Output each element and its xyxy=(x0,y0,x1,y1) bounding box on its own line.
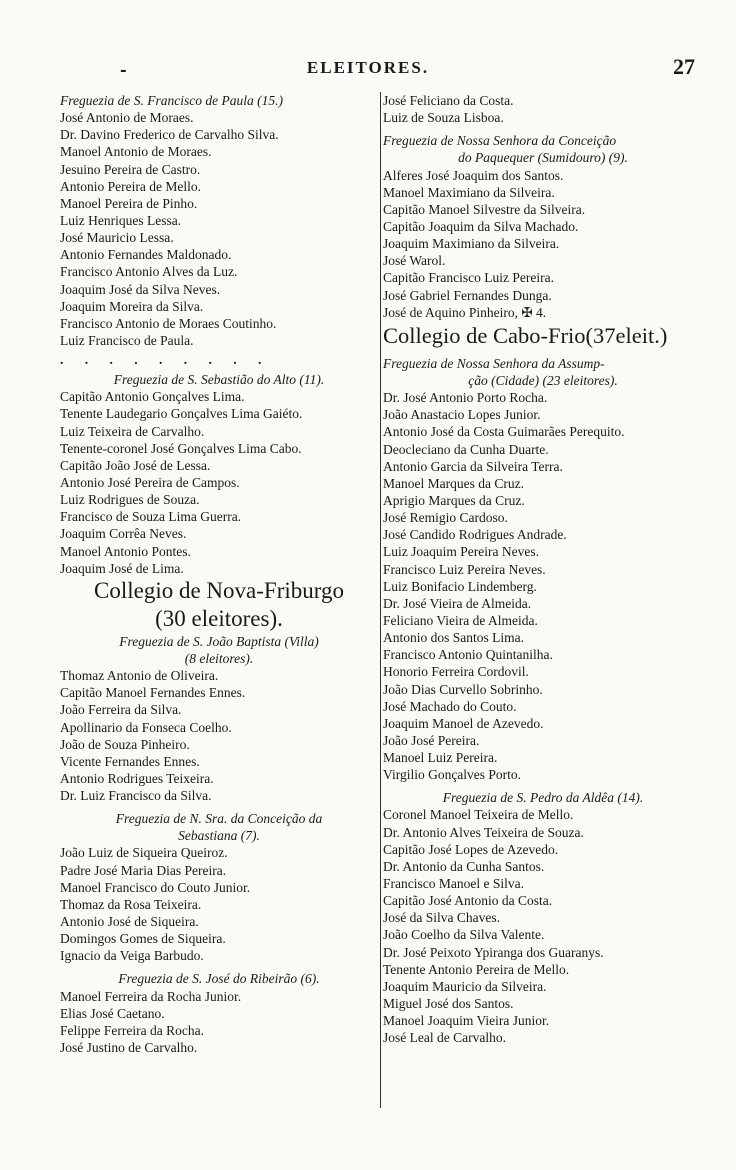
list-item: Joaquim Moreira da Silva. xyxy=(60,298,204,314)
list-item: José Remigio Cardoso. xyxy=(383,510,508,526)
list-item: João Anastacio Lopes Junior. xyxy=(383,407,541,423)
list-item: José Gabriel Fernandes Dunga. xyxy=(383,287,552,303)
right-column xyxy=(383,92,703,1046)
list-item: João Dias Curvello Sobrinho. xyxy=(383,681,543,697)
list-item: Antonio José da Costa Guimarães Perequito. xyxy=(383,424,625,440)
name-list xyxy=(383,806,703,1046)
list-item: Dr. Davino Frederico de Carvalho Silva. xyxy=(60,127,279,143)
list-item: Tenente Antonio Pereira de Mello. xyxy=(383,961,570,977)
name-list xyxy=(383,167,703,321)
list-item: Antonio Fernandes Maldonado. xyxy=(60,247,232,263)
list-item: Manoel Joaquim Vieira Junior. xyxy=(383,1013,550,1029)
list-item: Luiz Francisco de Paula. xyxy=(60,332,194,348)
section-heading-cont: do Paquequer (Sumidouro) (9). xyxy=(458,150,628,166)
list-item: José Candido Rodrigues Andrade. xyxy=(383,527,567,543)
list-item: Capitão João José de Lessa. xyxy=(60,457,211,473)
list-item: Domingos Gomes de Siqueira. xyxy=(60,931,226,947)
name-list xyxy=(60,844,378,964)
page-header xyxy=(0,54,736,82)
list-item: Dr. José Vieira de Almeida. xyxy=(383,595,532,611)
list-item: João Luiz de Siqueira Queiroz. xyxy=(60,845,228,861)
section-heading-cont: (8 eleitores). xyxy=(184,650,254,666)
list-item: Manoel Marques da Cruz. xyxy=(383,475,524,491)
list-item: Manoel Francisco do Couto Junior. xyxy=(60,879,251,895)
section-heading: Freguezia de N. Sra. da Conceição da xyxy=(115,811,323,827)
list-item: Manoel Antonio de Moraes. xyxy=(60,144,212,160)
list-item: Francisco Antonio Quintanilha. xyxy=(383,647,553,663)
list-item: Capitão José Antonio da Costa. xyxy=(383,893,553,909)
list-item: Francisco Antonio de Moraes Coutinho. xyxy=(60,315,277,331)
list-item: Vicente Fernandes Ennes. xyxy=(60,753,200,769)
list-item: Luiz Joaquim Pereira Neves. xyxy=(383,544,539,560)
list-item: Virgilio Gonçalves Porto. xyxy=(383,767,522,783)
list-item: José Leal de Carvalho. xyxy=(383,1030,506,1046)
list-item: Capitão Francisco Luiz Pereira. xyxy=(383,270,554,286)
list-item: Manoel Ferreira da Rocha Junior. xyxy=(60,988,242,1004)
list-item: Luiz Teixeira de Carvalho. xyxy=(60,423,205,439)
list-item: Felippe Ferreira da Rocha. xyxy=(60,1022,204,1038)
list-item: Francisco Antonio Alves da Luz. xyxy=(60,264,238,280)
list-item: Francisco Manoel e Silva. xyxy=(383,876,524,892)
list-item: José Justino de Carvalho. xyxy=(60,1040,198,1056)
list-item: Joaquim Mauricio da Silveira. xyxy=(383,978,547,994)
list-item: Luiz Henriques Lessa. xyxy=(60,212,182,228)
list-item: Joaquim Manoel de Azevedo. xyxy=(383,715,544,731)
list-item: Capitão José Lopes de Azevedo. xyxy=(383,841,559,857)
list-item: Capitão Joaquim da Silva Machado. xyxy=(383,218,579,234)
section-heading: Freguezia de S. José do Ribeirão (6). xyxy=(118,971,320,987)
list-item: Francisco Luiz Pereira Neves. xyxy=(383,561,546,577)
list-item: Feliciano Vieira de Almeida. xyxy=(383,612,538,628)
list-item: Dr. Luiz Francisco da Silva. xyxy=(60,788,212,804)
list-item: Manoel Luiz Pereira. xyxy=(383,750,498,766)
college-title: Collegio de Nova-Friburgo xyxy=(94,577,344,603)
name-list xyxy=(383,92,703,126)
list-item: Padre José Maria Dias Pereira. xyxy=(60,862,227,878)
ellipsis-dots: . . . . . . . . . xyxy=(60,352,271,368)
section-heading: Freguezia de S. Sebastião do Alto (11). xyxy=(113,372,325,388)
list-item: Dr. José Antonio Porto Rocha. xyxy=(383,390,548,406)
list-item: Luiz Rodrigues de Souza. xyxy=(60,492,200,508)
list-item: José Warol. xyxy=(383,253,446,269)
list-item: Manoel Maximiano da Silveira. xyxy=(383,184,555,200)
list-item: João Ferreira da Silva. xyxy=(60,702,182,718)
list-item: João José Pereira. xyxy=(383,732,480,748)
header-dash: - xyxy=(120,60,127,79)
name-list xyxy=(60,988,378,1057)
list-item: Capitão Manoel Silvestre da Silveira. xyxy=(383,201,586,217)
list-item: Capitão Manoel Fernandes Ennes. xyxy=(60,685,246,701)
list-item: João Coelho da Silva Valente. xyxy=(383,927,545,943)
list-item: Honorio Ferreira Cordovil. xyxy=(383,664,529,680)
list-item: Antonio Garcia da Silveira Terra. xyxy=(383,458,563,474)
list-item: Deocleciano da Cunha Duarte. xyxy=(383,441,549,457)
list-item: Joaquim Corrêa Neves. xyxy=(60,526,187,542)
list-item: Thomaz Antonio de Oliveira. xyxy=(60,668,219,684)
list-item: Manoel Pereira de Pinho. xyxy=(60,195,198,211)
list-item: Antonio dos Santos Lima. xyxy=(383,630,524,646)
name-list xyxy=(60,109,378,349)
list-item: Dr. Antonio da Cunha Santos. xyxy=(383,858,545,874)
list-item: Aprigio Marques da Cruz. xyxy=(383,492,525,508)
section-heading: Freguezia de S. Pedro da Aldêa (14). xyxy=(442,790,644,806)
name-list xyxy=(383,389,703,783)
list-item: Ignacio da Veiga Barbudo. xyxy=(60,948,204,964)
list-item: Antonio José de Siqueira. xyxy=(60,914,199,930)
list-item: Antonio José Pereira de Campos. xyxy=(60,474,240,490)
column-divider xyxy=(380,92,381,1108)
list-item: Joaquim José de Lima. xyxy=(60,560,184,576)
list-item: Manoel Antonio Pontes. xyxy=(60,543,191,559)
list-item: Apollinario da Fonseca Coelho. xyxy=(60,719,232,735)
list-item: Elias José Caetano. xyxy=(60,1005,165,1021)
section-heading: Freguezia de Nossa Senhora da Conceição xyxy=(383,133,617,149)
list-item: Antonio Rodrigues Teixeira. xyxy=(60,770,214,786)
page-title: ELEITORES. xyxy=(306,58,430,77)
section-heading-cont: Sebastiana (7). xyxy=(178,828,260,844)
list-item: Tenente Laudegario Gonçalves Lima Gaiéto. xyxy=(60,406,303,422)
list-item: José Antonio de Moraes. xyxy=(60,110,194,126)
list-item: José de Aquino Pinheiro, ✠ 4. xyxy=(383,304,547,320)
college-subtitle: (30 eleitores). xyxy=(155,605,283,631)
list-item: José Feliciano da Costa. xyxy=(383,93,514,108)
list-item: José da Silva Chaves. xyxy=(383,910,500,926)
list-item: Joaquim José da Silva Neves. xyxy=(60,281,221,297)
list-item: Luiz de Souza Lisboa. xyxy=(383,110,504,126)
list-item: João de Souza Pinheiro. xyxy=(60,736,190,752)
section-heading: Freguezia de Nossa Senhora da Assump- xyxy=(383,355,605,371)
list-item: Thomaz da Rosa Teixeira. xyxy=(60,896,202,912)
section-heading: Freguezia de S. João Baptista (Villa) xyxy=(119,633,319,649)
list-item: Miguel José dos Santos. xyxy=(383,996,514,1012)
list-item: Joaquim Maximiano da Silveira. xyxy=(383,236,560,252)
list-item: Dr. Antonio Alves Teixeira de Souza. xyxy=(383,824,584,840)
list-item: Dr. José Peixoto Ypiranga dos Guaranys. xyxy=(383,944,604,960)
list-item: Alferes José Joaquim dos Santos. xyxy=(383,167,564,183)
list-item: Antonio Pereira de Mello. xyxy=(60,178,201,194)
section-heading-cont: ção (Cidade) (23 eleitores). xyxy=(468,372,618,388)
section-heading: Freguezia de S. Francisco de Paula (15.) xyxy=(60,93,283,108)
college-title: Collegio de Cabo-Frio(37eleit.) xyxy=(383,322,668,348)
list-item: Luiz Bonifacio Lindemberg. xyxy=(383,578,537,594)
list-item: Coronel Manoel Teixeira de Mello. xyxy=(383,807,574,823)
list-item: José Mauricio Lessa. xyxy=(60,230,174,246)
list-item: Jesuino Pereira de Castro. xyxy=(60,161,201,177)
page-number: 27 xyxy=(673,54,695,79)
name-list xyxy=(60,388,378,577)
list-item: Capitão Antonio Gonçalves Lima. xyxy=(60,389,245,405)
name-list xyxy=(60,667,378,804)
list-item: Francisco de Souza Lima Guerra. xyxy=(60,509,242,525)
list-item: Tenente-coronel José Gonçalves Lima Cabo. xyxy=(60,440,302,456)
list-item: José Machado do Couto. xyxy=(383,698,517,714)
left-column xyxy=(60,92,378,1056)
